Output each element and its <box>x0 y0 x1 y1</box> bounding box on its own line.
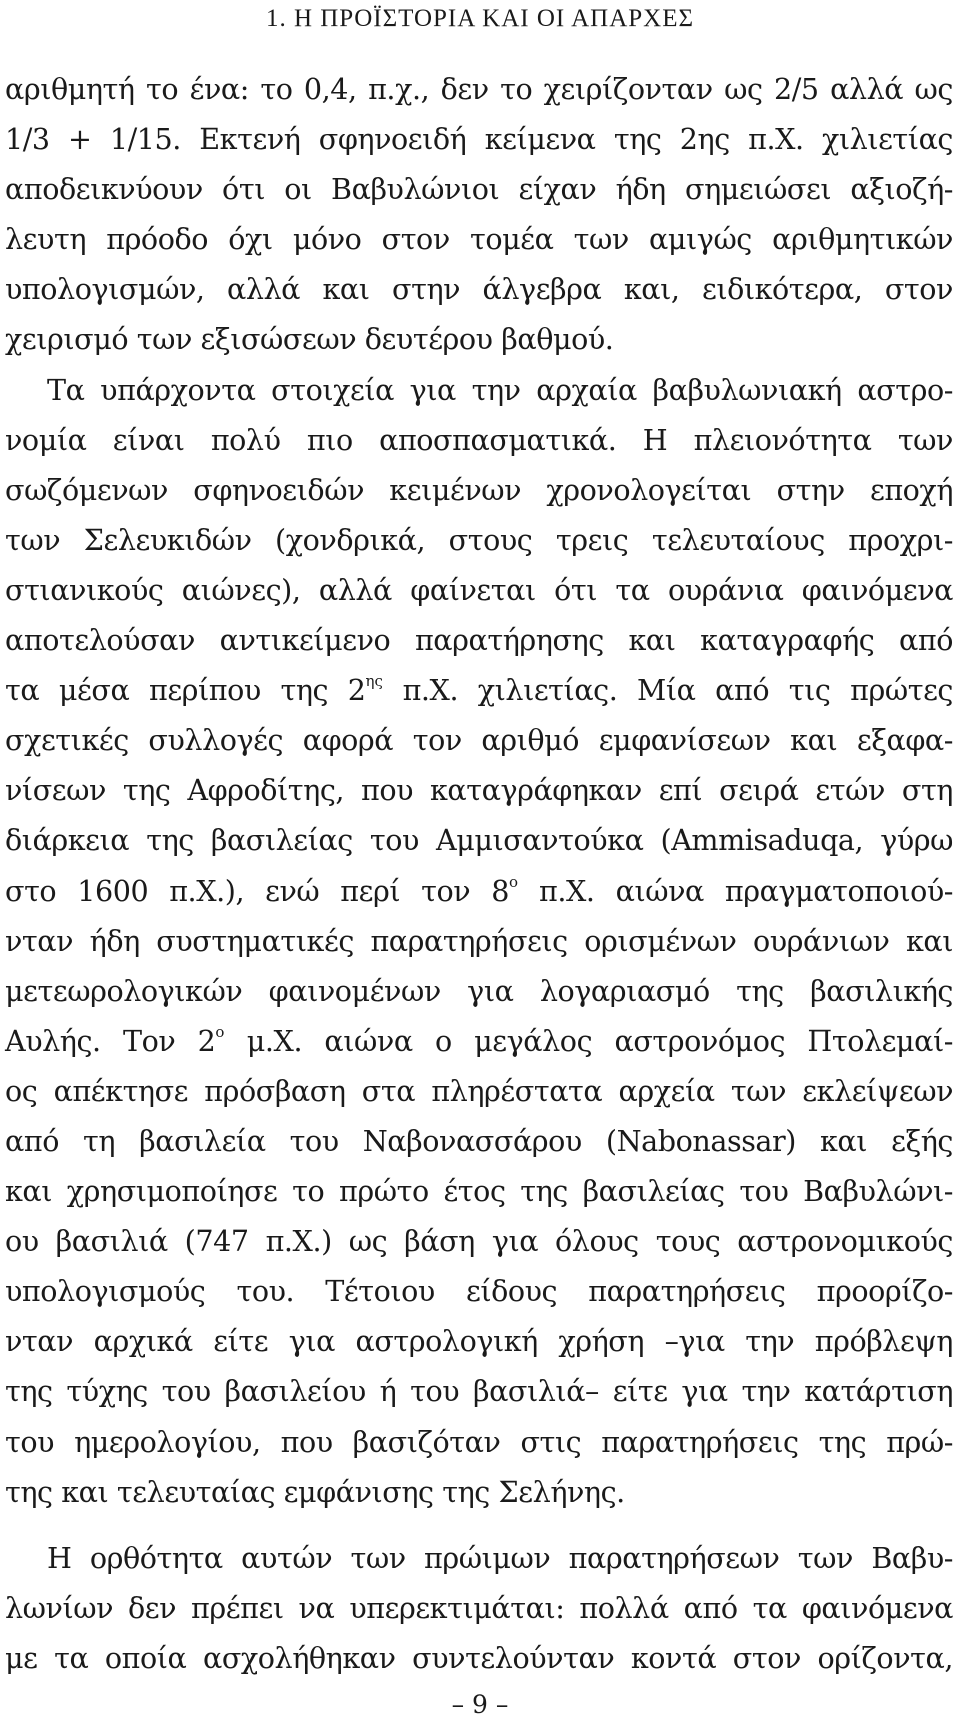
text-line: χειρισμό των εξισώσεων δευτέρου βαθμού. <box>5 322 614 357</box>
text-line: σωζόμενων σφηνοειδών κειμένων χρονολογείται στην εποχή <box>5 472 953 507</box>
text-line: της και τελευταίας εμφάνισης της Σελήνης. <box>5 1474 625 1509</box>
text-line: του ημερολογίου, που βασιζόταν στις παρατηρήσεις της πρώ- <box>5 1424 953 1459</box>
text-line <box>5 866 953 916</box>
text-line: υπολογισμών, αλλά και στην άλγεβρα και, ειδικότερα, στον <box>5 272 953 307</box>
text-line: αριθμητή το ένα: το 0,4, π.χ., δεν το χειρίζονταν ως 2/5 αλλά ως <box>5 72 953 106</box>
text-fragment: π.Χ. αιώνα πραγματοποιού- <box>518 873 953 908</box>
page-number: – 9 – <box>451 1690 509 1719</box>
text-line: υπολογισμούς του. Τέτοιου είδους παρατηρήσεις προορίζο- <box>5 1274 953 1309</box>
text-line: νίσεων της Αφροδίτης, που καταγράφηκαν επί σειρά ετών στη <box>5 773 953 808</box>
text-line: με τα οποία ασχολήθηκαν συντελούνταν κοντά στον ορίζοντα, <box>5 1640 953 1675</box>
superscript: ο <box>508 872 519 891</box>
body-text <box>5 64 953 1683</box>
text-line: της τύχης του βασιλείου ή του βασιλιά– είτε για την κατάρτιση <box>5 1374 953 1409</box>
text-fragment: Αυλής. Τον 2 <box>5 1023 216 1058</box>
text-line: Η ορθότητα αυτών των πρώιμων παρατηρήσεων των Βαβυ- <box>47 1540 953 1575</box>
text-line <box>5 1016 953 1066</box>
text-fragment: π.Χ. χιλιετίας. Μία από τις πρώτες <box>382 673 953 708</box>
text-line: αποτελούσαν αντικείμενο παρατήρησης και καταγραφής από <box>5 623 953 658</box>
text-line: Τα υπάρχοντα στοιχεία για την αρχαία βαβυλωνιακή αστρο- <box>47 372 953 407</box>
text-line: στιανικούς αιώνες), αλλά φαίνεται ότι τα ουράνια φαινόμενα <box>5 572 953 607</box>
text-line: σχετικές συλλογές αφορά τον αριθμό εμφανίσεων και εξαφα- <box>5 723 953 758</box>
superscript: ης <box>365 672 383 691</box>
text-line: 1/3 + 1/15. Εκτενή σφηνοειδή κείμενα της 2ης π.Χ. χιλιετίας <box>5 122 953 157</box>
text-line: νταν αρχικά είτε για αστρολογική χρήση –για την πρόβλεψη <box>5 1324 953 1359</box>
text-line: ου βασιλιά (747 π.Χ.) ως βάση για όλους τους αστρονομικούς <box>5 1224 953 1259</box>
text-line: νομία είναι πολύ πιο αποσπασματικά. Η πλειονότητα των <box>5 422 953 457</box>
text-line: μετεωρολογικών φαινομένων για λογαριασμό της βασιλικής <box>5 973 953 1008</box>
text-line: ος απέκτησε πρόσβαση στα πληρέστατα αρχεία των εκλείψεων <box>5 1073 953 1108</box>
text-line: και χρησιμοποίησε το πρώτο έτος της βασιλείας του Βαβυλώνι- <box>5 1174 953 1209</box>
superscript: ο <box>215 1022 225 1041</box>
text-line: αποδεικνύουν ότι οι Βαβυλώνιοι είχαν ήδη σημειώσει αξιοζή- <box>5 172 953 207</box>
text-fragment: τα μέσα περίπου της 2 <box>5 673 366 708</box>
text-line: λωνίων δεν πρέπει να υπερεκτιμάται: πολλά από τα φαινόμενα <box>5 1590 953 1625</box>
text-fragment: στο 1600 π.Χ.), ενώ περί τον 8 <box>5 873 509 908</box>
text-line <box>5 665 953 715</box>
text-line: από τη βασιλεία του Ναβονασσάρου (Nabonassar) και εξής <box>5 1123 953 1158</box>
text-line: λευτη πρόοδο όχι μόνο στον τομέα των αμιγώς αριθμητικών <box>5 222 953 257</box>
text-line: νταν ήδη συστηματικές παρατηρήσεις ορισμένων ουράνιων και <box>5 923 953 958</box>
running-header: 1. Η ΠΡΟΪΣΤΟΡΙΑ ΚΑΙ ΟΙ ΑΠΑΡΧΕΣ <box>265 5 695 32</box>
text-line: των Σελευκιδών (χονδρικά, στους τρεις τελευταίους προχρι- <box>5 522 953 557</box>
text-fragment: μ.Χ. αιώνα ο μεγάλος αστρονόμος Πτολεμαί- <box>224 1023 953 1058</box>
text-line: διάρκεια της βασιλείας του Αμμισαντούκα (Ammisaduqa, γύρω <box>5 823 953 858</box>
